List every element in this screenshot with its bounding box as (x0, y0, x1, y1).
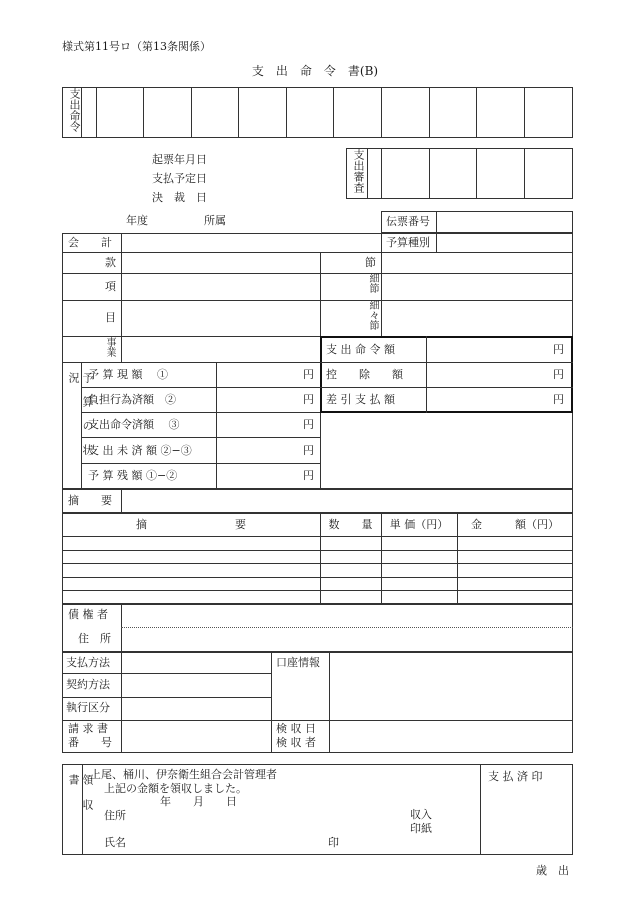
creditor-address-label: 住 所 (78, 632, 111, 645)
budget-row-5-unit: 円 (303, 469, 314, 482)
amount-row-2-label: 控 除 額 (326, 368, 403, 381)
setsu-label: 節 (365, 256, 376, 269)
receipt-date: 年 月 日 (160, 795, 237, 808)
creditor-block (62, 604, 573, 652)
kou-label: 項 (105, 280, 116, 293)
receipt-name-label: 氏名 (104, 836, 126, 849)
detail-header-unit-price: 単 価（円） (389, 518, 449, 531)
budget-row-1-unit: 円 (303, 368, 314, 381)
detail-header-qty: 数 量 (328, 518, 373, 531)
budget-row-3-unit: 円 (303, 418, 314, 431)
receipt-address-label: 住所 (104, 809, 126, 822)
invoice-no-label: 請 求 書 番 号 (68, 722, 112, 749)
saisetsu-label: 細節 (367, 273, 378, 293)
decision-date-label: 決 裁 日 (152, 191, 207, 204)
stamp-tax-label: 収入 印紙 (410, 808, 432, 835)
payment-method-label: 支払方法 (66, 656, 110, 669)
detail-row (62, 550, 573, 551)
receipt-label: 領収書 (67, 774, 94, 824)
payment-due-label: 支払予定日 (152, 172, 207, 185)
footer-label: 歳 出 (536, 864, 569, 877)
account-label: 会 計 (68, 236, 112, 249)
budget-status-label: 予算の状況 (67, 372, 94, 468)
inspection-label: 検 収 日 検 収 者 (276, 722, 316, 749)
budget-row-2-label: 負担行為済額 ② (88, 393, 176, 406)
summary-row (62, 489, 573, 513)
amount-row-3-unit: 円 (553, 393, 564, 406)
jigyo-label: 事業 (104, 337, 115, 357)
receipt-seal-label: 印 (328, 836, 339, 849)
account-info-label: 口座情報 (276, 656, 320, 669)
budget-type-label: 予算種別 (386, 236, 430, 249)
budget-row-2-unit: 円 (303, 393, 314, 406)
amount-row-1-unit: 円 (553, 343, 564, 356)
receipt-addressee: 上尾、桶川、伊奈衛生組合会計管理者 (90, 768, 277, 781)
detail-row (62, 563, 573, 564)
draft-date-label: 起票年月日 (152, 153, 207, 166)
budget-row-4-unit: 円 (303, 444, 314, 457)
budget-row-4-label: 支 出 未 済 額 ②−③ (88, 444, 192, 457)
top-stamp-label: 支出命令 (68, 88, 81, 132)
contract-method-label: 契約方法 (66, 678, 110, 691)
detail-row (62, 590, 573, 591)
budget-row-3-label: 支出命令済額 ③ (88, 418, 180, 431)
execution-type-label: 執行区分 (66, 701, 110, 714)
budget-row-5-label: 予 算 残 額 ①−② (88, 469, 178, 482)
amount-row-3-label: 差 引 支 払 額 (326, 393, 395, 406)
paid-stamp-label: 支 払 済 印 (488, 770, 543, 783)
form-id: 様式第11号ロ（第13条関係） (62, 40, 211, 53)
summary-label: 摘 要 (68, 494, 112, 507)
department-label: 所属 (204, 214, 226, 227)
review-stamp-label: 支出審査 (352, 149, 365, 193)
kan-label: 款 (105, 256, 116, 269)
moku-label: 目 (105, 311, 116, 324)
saisaisetsu-label: 細々節 (367, 300, 378, 330)
amount-row-1-label: 支 出 命 令 額 (326, 343, 395, 356)
fiscal-year-label: 年度 (126, 214, 148, 227)
creditor-name-label: 債 権 者 (68, 608, 108, 621)
top-stamp-row (62, 87, 573, 138)
page-title: 支 出 命 令 書(B) (251, 64, 379, 78)
slip-no-label: 伝票番号 (386, 215, 430, 228)
receipt-statement: 上記の金額を領収しました。 (104, 782, 247, 795)
amount-row-2-unit: 円 (553, 368, 564, 381)
detail-header-summary: 摘 要 (136, 518, 246, 531)
detail-row (62, 577, 573, 578)
budget-row-1-label: 予 算 現 額 ① (88, 368, 168, 381)
detail-header-amount: 金 額（円） (471, 518, 559, 531)
